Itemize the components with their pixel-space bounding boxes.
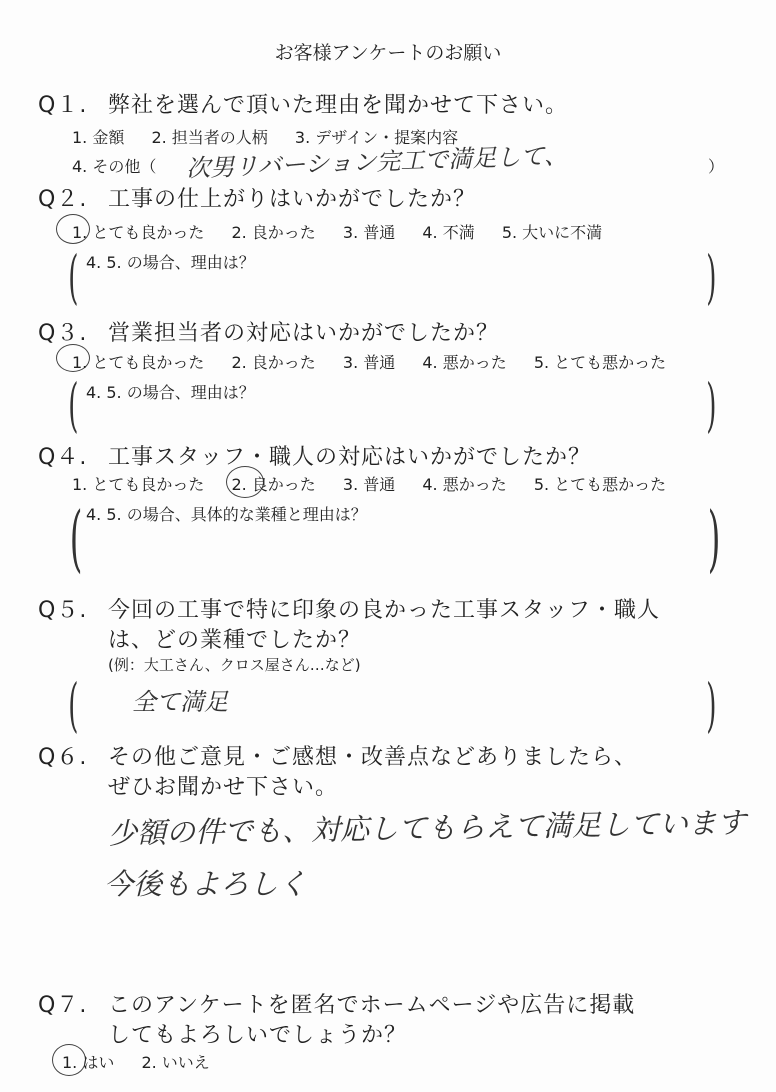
q2-option-1[interactable]: 1. とても良かった	[72, 223, 205, 242]
q3-option-4[interactable]: 4. 悪かった	[422, 353, 507, 372]
q5-label: Q５.	[38, 598, 88, 623]
q7-option-1[interactable]: 1. はい	[62, 1053, 115, 1072]
q6-label: Q６.	[38, 745, 88, 770]
q4-option-1[interactable]: 1. とても良かった	[72, 475, 205, 494]
q4-open-paren: (	[69, 496, 83, 580]
q5-open-paren: (	[68, 671, 79, 739]
q5-text-line1: 今回の工事で特に印象の良かった工事スタッフ・職人	[108, 598, 661, 623]
q4-option-4[interactable]: 4. 悪かった	[422, 475, 507, 494]
survey-title: お客様アンケートのお願い	[274, 42, 502, 64]
q3-open-paren: (	[68, 371, 79, 439]
q3-label: Q３.	[38, 321, 88, 346]
q4-reason-label: 4. 5. の場合、具体的な業種と理由は？	[86, 505, 367, 524]
q7-label: Q７.	[38, 993, 88, 1018]
q2-open-paren: (	[68, 243, 79, 311]
q4-option-3[interactable]: 3. 普通	[342, 475, 396, 494]
q1-other-answer[interactable]: 次男リバーション完工で満足して、	[185, 141, 569, 183]
q7-options	[62, 1050, 232, 1073]
q1-option-2[interactable]: 2. 担当者の人柄	[151, 128, 268, 147]
q3-text: 営業担当者の対応はいかがでしたか？	[108, 321, 500, 346]
q6-text-line1: その他ご意見・ご感想・改善点などありましたら、	[108, 745, 638, 770]
q7-text-line2: してもよろしいでしょうか？	[108, 1023, 408, 1048]
q4-option-2[interactable]: 2. 良かった	[231, 475, 316, 494]
q7-text-line1: このアンケートを匿名でホームページや広告に掲載	[108, 993, 636, 1018]
q2-options	[72, 220, 624, 243]
q2-label: Q２.	[38, 187, 88, 212]
q6-answer-line1[interactable]: 少額の件でも、対応してもらえて満足しています	[107, 805, 747, 851]
q1-question	[38, 88, 568, 119]
q2-reason-label: 4. 5. の場合、理由は？	[86, 253, 255, 272]
q2-text: 工事の仕上がりはいかがでしたか？	[108, 187, 477, 212]
q2-option-4[interactable]: 4. 不満	[422, 223, 475, 242]
q5-example: (例：大工さん、クロス屋さん…など)	[108, 656, 361, 674]
q6-question-line1	[38, 740, 637, 771]
q2-question	[38, 182, 476, 213]
q3-option-1[interactable]: 1. とても良かった	[72, 353, 205, 372]
q7-question-line1	[38, 988, 635, 1019]
q2-option-3[interactable]: 3. 普通	[342, 223, 396, 242]
q5-close-paren: )	[706, 671, 717, 739]
q1-other-close: ）	[708, 157, 725, 176]
q2-option-2[interactable]: 2. 良かった	[231, 223, 316, 242]
q3-options	[72, 350, 688, 373]
q1-other-label[interactable]: 4. その他（	[72, 157, 157, 176]
q4-question	[38, 440, 591, 471]
q4-text: 工事スタッフ・職人の対応はいかがでしたか？	[108, 445, 592, 470]
q3-question	[38, 316, 499, 347]
q5-question-line1	[38, 593, 660, 624]
q3-close-paren: )	[706, 371, 717, 439]
q5-answer[interactable]: 全て満足	[132, 688, 228, 716]
q3-option-2[interactable]: 2. 良かった	[231, 353, 316, 372]
q1-option-1[interactable]: 1. 金額	[72, 128, 125, 147]
q3-reason-label: 4. 5. の場合、理由は？	[86, 383, 255, 402]
q1-label: Q１.	[38, 93, 88, 118]
q1-option-3[interactable]: 3. デザイン・提案内容	[294, 128, 459, 147]
q4-options	[72, 472, 688, 495]
q3-option-3[interactable]: 3. 普通	[342, 353, 396, 372]
q3-option-5[interactable]: 5. とても悪かった	[533, 353, 667, 372]
q1-text: 弊社を選んで頂いた理由を聞かせて下さい。	[108, 93, 569, 118]
q5-text-line2: は、どの業種でしたか？	[108, 628, 362, 653]
q7-option-2[interactable]: 2. いいえ	[141, 1053, 210, 1072]
q4-close-paren: )	[707, 496, 721, 580]
q2-option-5[interactable]: 5. 大いに不満	[501, 223, 603, 242]
q4-label: Q４.	[38, 445, 88, 470]
q2-close-paren: )	[706, 243, 717, 311]
q4-option-5[interactable]: 5. とても悪かった	[533, 475, 667, 494]
q6-text-line2: ぜひお聞かせ下さい。	[108, 775, 339, 800]
q6-answer-line2[interactable]: 今後もよろしく	[104, 867, 308, 901]
